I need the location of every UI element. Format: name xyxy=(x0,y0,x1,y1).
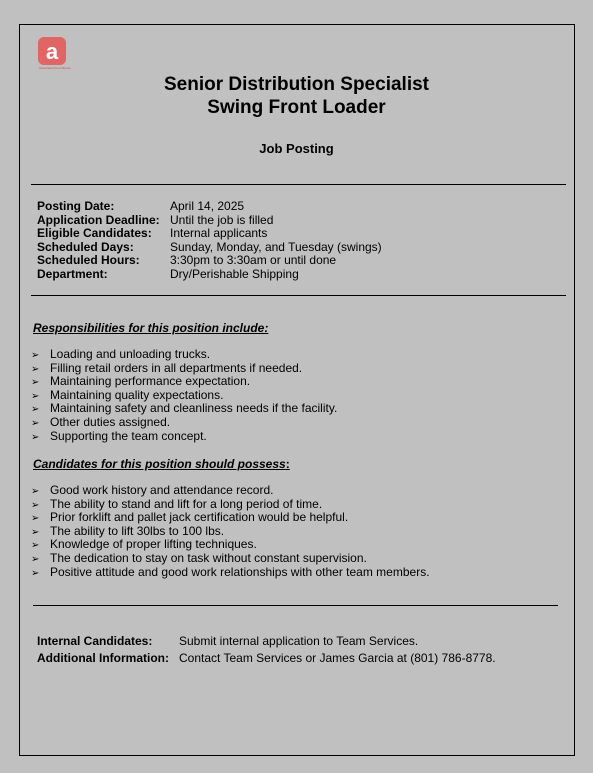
arrow-bullet-icon: ➢ xyxy=(31,404,40,416)
detail-row xyxy=(37,227,382,241)
contact-info xyxy=(37,633,496,667)
company-logo xyxy=(36,36,72,70)
list-item-text: Maintaining performance expectation. xyxy=(50,374,251,389)
divider xyxy=(33,605,558,606)
responsibilities-heading-text: Responsibilities for this position include: xyxy=(33,321,269,335)
logo-glyph: a xyxy=(45,39,59,64)
list-item-text: Other duties assigned. xyxy=(50,414,171,429)
job-title: Senior Distribution Specialist xyxy=(164,74,429,95)
arrow-bullet-icon: ➢ xyxy=(31,526,40,538)
list-item xyxy=(31,416,337,430)
list-item-text: Maintaining safety and cleanliness needs if the facility. xyxy=(50,401,338,416)
arrow-bullet-icon: ➢ xyxy=(31,431,40,443)
arrow-bullet-icon: ➢ xyxy=(31,486,40,497)
list-item xyxy=(31,538,430,552)
detail-value: Dry/Perishable Shipping xyxy=(170,266,299,281)
list-item xyxy=(31,498,430,512)
list-item-text: The ability to lift 30lbs to 100 lbs. xyxy=(50,523,225,538)
arrow-bullet-icon: ➢ xyxy=(31,417,40,429)
list-item xyxy=(31,511,430,525)
list-item-text: Prior forklift and pallet jack certification would be helpful. xyxy=(50,510,349,525)
list-item xyxy=(31,389,337,403)
responsibilities-list xyxy=(31,348,337,443)
arrow-bullet-icon: ➢ xyxy=(31,553,40,565)
logo-caption: Associated Food Stores xyxy=(39,66,71,70)
detail-label: Department: xyxy=(37,266,108,281)
detail-row xyxy=(37,268,382,282)
list-item xyxy=(31,402,337,416)
detail-label: Eligible Candidates: xyxy=(37,226,152,240)
qualifications-heading-text: Candidates for this position should possess xyxy=(33,457,286,471)
list-item xyxy=(31,375,337,389)
list-item-text: Supporting the team concept. xyxy=(50,428,207,443)
qualifications-heading xyxy=(33,457,290,471)
detail-label: Scheduled Days: xyxy=(37,239,134,254)
list-item xyxy=(31,348,337,362)
list-item-text: Positive attitude and good work relationships with other team members. xyxy=(50,564,430,579)
divider xyxy=(31,184,566,185)
job-subtitle-title: Swing Front Loader xyxy=(207,97,386,118)
detail-value: 3:30pm to 3:30am or until done xyxy=(170,253,337,267)
detail-value: Internal applicants xyxy=(170,226,268,240)
arrow-bullet-icon: ➢ xyxy=(31,499,40,511)
detail-label: Posting Date: xyxy=(37,199,115,213)
contact-row xyxy=(37,650,496,667)
arrow-bullet-icon: ➢ xyxy=(31,377,40,389)
list-item xyxy=(31,525,430,539)
detail-label: Scheduled Hours: xyxy=(37,253,140,267)
posting-details xyxy=(37,200,382,281)
detail-value: Until the job is filled xyxy=(170,212,274,227)
heading-colon: : xyxy=(285,457,290,471)
list-item xyxy=(31,484,430,498)
arrow-bullet-icon: ➢ xyxy=(31,513,40,525)
arrow-bullet-icon: ➢ xyxy=(31,540,40,552)
list-item-text: Knowledge of proper lifting techniques. xyxy=(50,537,257,552)
detail-row xyxy=(37,254,382,268)
contact-value: Contact Team Services or James Garcia at (801) 786-8778. xyxy=(179,651,496,665)
detail-row xyxy=(37,214,382,228)
detail-row xyxy=(37,200,382,214)
list-item xyxy=(31,430,337,444)
arrow-bullet-icon: ➢ xyxy=(31,363,40,375)
responsibilities-heading xyxy=(33,321,268,335)
posting-type: Job Posting xyxy=(259,141,334,156)
arrow-bullet-icon: ➢ xyxy=(31,390,40,402)
arrow-bullet-icon: ➢ xyxy=(31,567,40,579)
list-item-text: Loading and unloading trucks. xyxy=(50,347,211,361)
list-item xyxy=(31,362,337,376)
detail-value: Sunday, Monday, and Tuesday (swings) xyxy=(170,239,382,254)
detail-value: April 14, 2025 xyxy=(170,199,245,213)
divider xyxy=(31,295,566,296)
list-item-text: The dedication to stay on task without constant supervision. xyxy=(50,550,367,565)
list-item xyxy=(31,552,430,566)
list-item-text: Maintaining quality expectations. xyxy=(50,387,224,402)
list-item-text: Filling retail orders in all departments if needed. xyxy=(50,360,303,375)
qualifications-list xyxy=(31,484,430,579)
contact-label: Internal Candidates: xyxy=(37,634,153,648)
contact-row xyxy=(37,633,496,650)
list-item-text: Good work history and attendance record. xyxy=(50,483,274,497)
detail-row xyxy=(37,241,382,255)
list-item xyxy=(31,566,430,580)
detail-label: Application Deadline: xyxy=(37,212,160,227)
contact-label: Additional Information: xyxy=(37,651,169,665)
arrow-bullet-icon: ➢ xyxy=(31,350,40,361)
contact-value: Submit internal application to Team Services. xyxy=(179,634,419,648)
list-item-text: The ability to stand and lift for a long period of time. xyxy=(50,496,323,511)
